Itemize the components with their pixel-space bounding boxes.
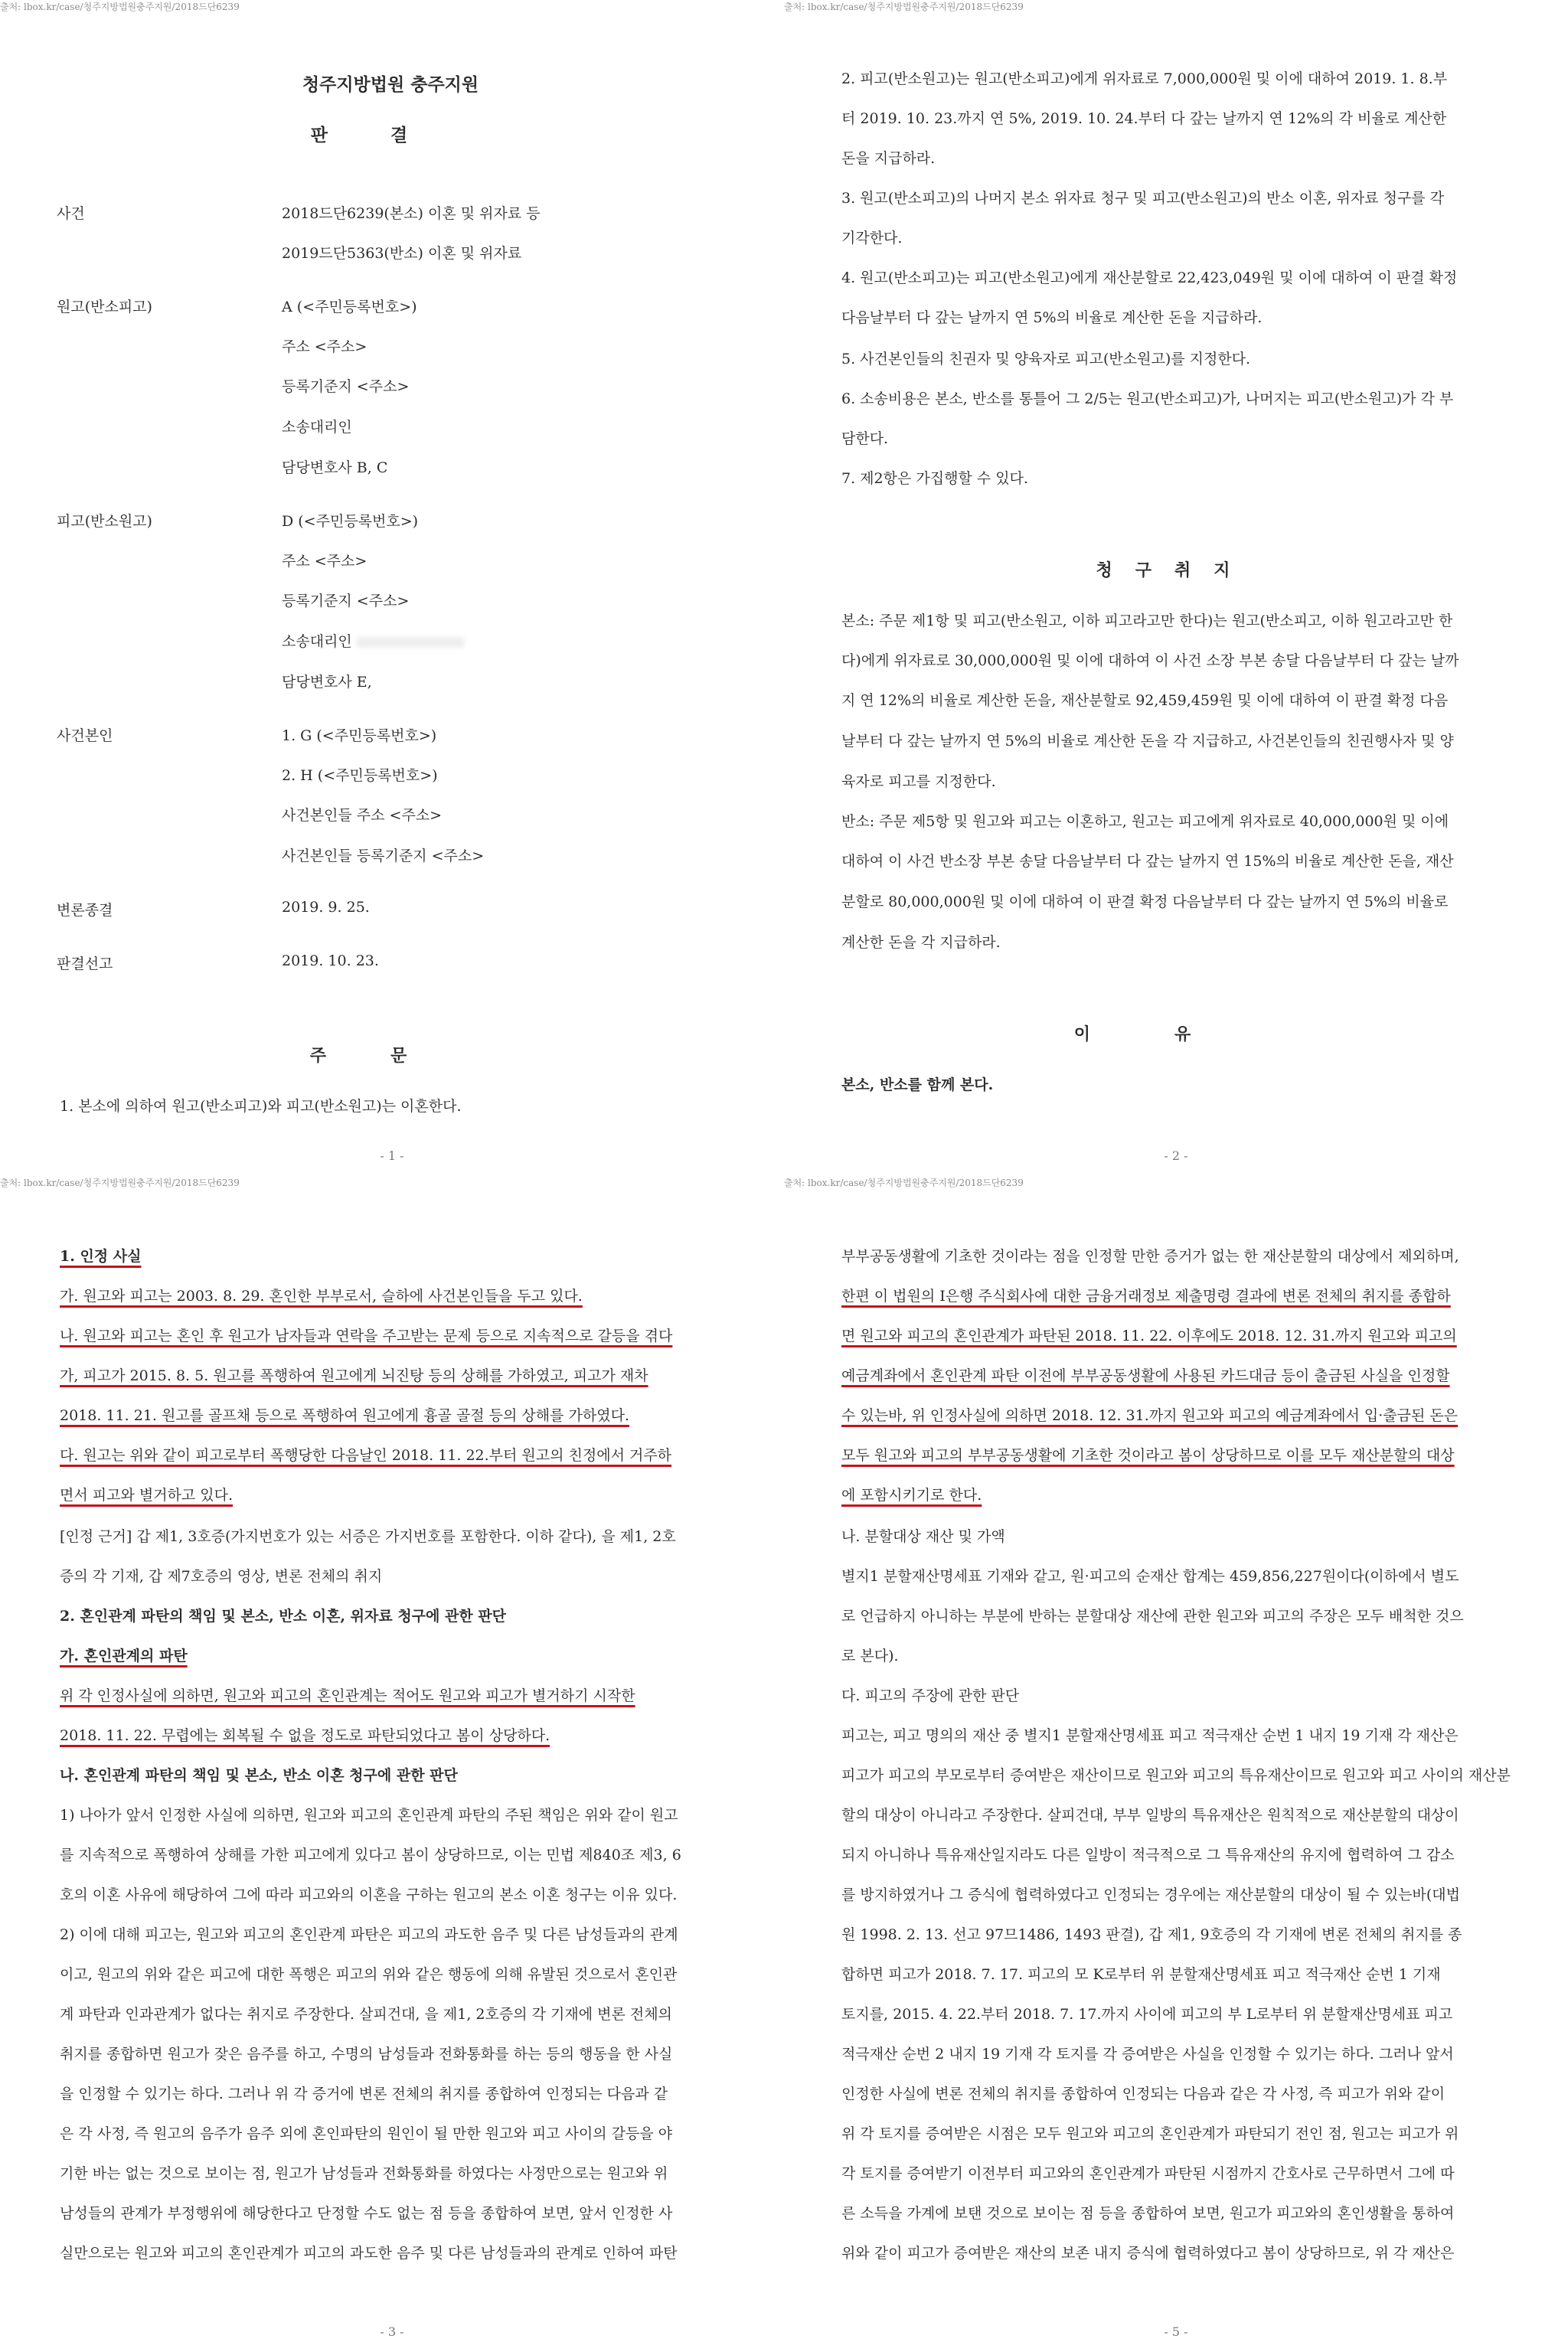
body-line: 가, 피고가 2015. 8. 5. 원고를 폭행하여 원고에게 뇌진탕 등의 상해를 가하였고, 피고가 재차 <box>60 1367 648 1384</box>
body-line: 적극재산 순번 2 내지 19 기재 각 토지를 각 증여받은 사실을 인정할 수 있기는 하다. 그러나 앞서 <box>841 2046 1454 2063</box>
source-label: 출처: lbox.kr/case/청주지방법원충주지원/2018드단6239 <box>0 2 240 12</box>
page-5 <box>784 1176 1568 2352</box>
body-line: 모두 원고와 피고의 부부공동생활에 기초한 것이라고 봄이 상당하므로 이를 모두 재산분할의 대상 <box>841 1447 1455 1464</box>
reason-heading: 이유 <box>1073 1024 1276 1044</box>
body-line: 피고가 피고의 부모로부터 증여받은 재산이므로 원고와 피고의 특유재산이므로 원고와 피고 사이의 재산분 <box>841 1767 1511 1784</box>
body-line: 증의 각 기재, 갑 제7호증의 영상, 변론 전체의 취지 <box>60 1568 383 1585</box>
persons-registry: 사건본인들 등록기준지 <주소> <box>282 848 485 864</box>
body-line: 각 토지를 증여받기 이전부터 피고와의 혼인관계가 파탄된 시점까지 간호사로 근무하면서 그에 따 <box>841 2165 1455 2182</box>
order-line: 돈을 지급하라. <box>841 150 936 167</box>
body-line: 계 파탄과 인과관계가 없다는 취지로 주장한다. 살피건대, 을 제1, 2호증의 각 기재에 변론 전체의 <box>60 2006 672 2023</box>
plaintiff-name: A (<주민등록번호>) <box>282 299 417 315</box>
label-defendant: 피고(반소원고) <box>57 513 152 530</box>
body-line: 별지1 분할재산명세표 기재와 같고, 원·피고의 순재산 합계는 459,856,227원이다(이하에서 별도 <box>841 1568 1459 1585</box>
defendant-registry: 등록기준지 <주소> <box>282 593 410 609</box>
body-line: 2018. 11. 22. 무렵에는 회복될 수 없을 정도로 파탄되었다고 봄이 상당하다. <box>60 1727 550 1744</box>
body-line: 를 방지하였거나 그 증식에 협력하였다고 인정되는 경우에는 재산분할의 대상이 될 수 있는바(대법 <box>841 1886 1461 1903</box>
redacted-mark <box>357 637 464 648</box>
source-label: 출처: lbox.kr/case/청주지방법원충주지원/2018드단6239 <box>784 2 1024 12</box>
body-line: 위 각 토지를 증여받은 시점은 모두 원고와 피고의 혼인관계가 파탄되기 전인 점, 원고는 피고가 위 <box>841 2125 1459 2142</box>
claim-line: 육자로 피고를 지정한다. <box>841 773 996 790</box>
person-1: 1. G (<주민등록번호>) <box>282 727 437 744</box>
body-line: 가. 원고와 피고는 2003. 8. 29. 혼인한 부부로서, 슬하에 사건본인들을 두고 있다. <box>60 1288 583 1305</box>
case-number-main: 2018드단6239(본소) 이혼 및 위자료 등 <box>282 205 541 222</box>
plaintiff-lawyers: 담당변호사 B, C <box>282 459 388 476</box>
order-line: 5. 사건본인들의 친권자 및 양육자로 피고(반소원고)를 지정한다. <box>841 351 1251 368</box>
defendant-address: 주소 <주소> <box>282 553 368 570</box>
body-line: 원 1998. 2. 13. 선고 97므1486, 1493 판결), 갑 제1, 9호증의 각 기재에 변론 전체의 취지를 종 <box>841 1926 1462 1943</box>
body-line: 위 각 인정사실에 의하면, 원고와 피고의 혼인관계는 적어도 원고와 피고가 별거하기 시작한 <box>60 1687 635 1704</box>
section-heading: 1. 인정 사실 <box>60 1248 142 1265</box>
claim-line: 반소: 주문 제5항 및 원고와 피고는 이혼하고, 원고는 피고에게 위자료로 40,000,000원 및 이에 <box>841 813 1449 830</box>
body-line: 토지를, 2015. 4. 22.부터 2018. 7. 17.까지 사이에 피고의 부 L로부터 위 분할재산명세표 피고 <box>841 2006 1453 2023</box>
judgment-title: 판결 <box>310 125 471 145</box>
body-line: 부부공동생활에 기초한 것이라는 점을 인정할 만한 증거가 없는 한 재산분할의 대상에서 제외하며, <box>841 1248 1459 1265</box>
body-line: 수 있는바, 위 인정사실에 의하면 2018. 12. 31.까지 원고와 피고의 예금계좌에서 입·출금된 돈은 <box>841 1407 1459 1424</box>
persons-address: 사건본인들 주소 <주소> <box>282 807 443 824</box>
subsection-heading: 나. 혼인관계 파탄의 책임 및 본소, 반소 이혼 청구에 관한 판단 <box>60 1767 458 1784</box>
body-line: 예금계좌에서 혼인관계 파탄 이전에 부부공동생활에 사용된 카드대금 등이 출금된 사실을 인정할 <box>841 1367 1450 1384</box>
order-line: 6. 소송비용은 본소, 반소를 통틀어 그 2/5는 원고(반소피고)가, 나머지는 피고(반소원고)가 각 부 <box>841 390 1454 407</box>
body-line: 을 인정할 수 있기는 하다. 그러나 위 각 증거에 변론 전체의 취지를 종합하여 인정되는 다음과 같 <box>60 2086 668 2102</box>
claim-line: 분할로 80,000,000원 및 이에 대하여 이 판결 확정 다음날부터 다 갚는 날까지 연 5%의 비율로 <box>841 893 1449 910</box>
body-line: 남성들의 관계가 부정행위에 해당한다고 단정할 수도 없는 점 등을 종합하여 보면, 앞서 인정한 사 <box>60 2205 673 2222</box>
body-line: 피고는, 피고 명의의 재산 중 별지1 분할재산명세표 피고 적극재산 순번 1 내지 19 기재 각 재산은 <box>841 1727 1459 1744</box>
subsection-heading: 가. 혼인관계의 파탄 <box>60 1648 188 1664</box>
order-line: 담한다. <box>841 430 889 447</box>
plaintiff-attorney: 소송대리인 <box>282 419 352 436</box>
hearing-close-date: 2019. 9. 25. <box>282 899 370 916</box>
source-label: 출처: lbox.kr/case/청주지방법원충주지원/2018드단6239 <box>0 1178 240 1188</box>
label-sentencing: 판결선고 <box>57 956 113 972</box>
body-line: 나. 원고와 피고는 혼인 후 원고가 남자들과 연락을 주고받는 문제 등으로 지속적으로 갈등을 겪다 <box>60 1328 673 1344</box>
order-heading: 주문 <box>309 1046 472 1066</box>
sentencing-date: 2019. 10. 23. <box>282 952 379 969</box>
claim-heading: 청구취지 <box>1096 560 1253 580</box>
order-line: 7. 제2항은 가집행할 수 있다. <box>841 470 1028 487</box>
label-case: 사건 <box>57 205 85 222</box>
subsection-heading: 나. 분할대상 재산 및 가액 <box>841 1528 1005 1545</box>
body-line: 이고, 원고의 위와 같은 피고에 대한 폭행은 피고의 위와 같은 행동에 의해 유발된 것으로서 혼인관 <box>60 1966 678 1983</box>
body-line: 되지 아니하나 특유재산일지라도 다른 일방이 적극적으로 그 특유재산의 유지에 협력하여 그 감소 <box>841 1847 1455 1864</box>
label-hearing-close: 변론종결 <box>57 902 113 919</box>
order-line: 다음날부터 다 갚는 날까지 연 5%의 비율로 계산한 돈을 지급하라. <box>841 309 1263 326</box>
body-line: 를 지속적으로 폭행하여 상해를 가한 피고에게 있다고 봄이 상당하므로, 이는 민법 제840조 제3, 6 <box>60 1847 681 1864</box>
label-plaintiff: 원고(반소피고) <box>57 299 152 315</box>
court-name: 청주지방법원 충주지원 <box>302 74 479 95</box>
page-number: - 2 - <box>1164 1148 1188 1163</box>
person-2: 2. H (<주민등록번호>) <box>282 767 438 784</box>
body-line: 할의 대상이 아니라고 주장한다. 살피건대, 부부 일방의 특유재산은 원칙적으로 재산분할의 대상이 <box>841 1807 1459 1824</box>
order-line: 4. 원고(반소피고)는 피고(반소원고)에게 재산분할로 22,423,049원 및 이에 대하여 이 판결 확정 <box>841 270 1458 286</box>
page-number: - 5 - <box>1164 2324 1188 2339</box>
body-line: [인정 근거] 갑 제1, 3호증(가지번호가 있는 서증은 가지번호를 포함한다. 이하 같다), 을 제1, 2호 <box>60 1528 676 1545</box>
plaintiff-registry: 등록기준지 <주소> <box>282 378 410 395</box>
body-line: 로 언급하지 아니하는 부분에 반하는 분할대상 재산에 관한 원고와 피고의 주장은 모두 배척한 것으 <box>841 1608 1464 1625</box>
page-number: - 3 - <box>380 2324 404 2339</box>
source-label: 출처: lbox.kr/case/청주지방법원충주지원/2018드단6239 <box>784 1178 1024 1188</box>
page-2 <box>784 0 1568 1176</box>
order-line: 기각한다. <box>841 230 903 247</box>
body-line: 른 소득을 가계에 보탠 것으로 보이는 점 등을 종합하여 보면, 원고가 피고와의 혼인생활을 통하여 <box>841 2205 1455 2222</box>
reason-subheading: 본소, 반소를 함께 본다. <box>841 1076 994 1093</box>
claim-line: 지 연 12%의 비율로 계산한 돈을, 재산분할로 92,459,459원 및 이에 대하여 이 판결 확정 다음 <box>841 692 1449 709</box>
body-line: 호의 이혼 사유에 해당하여 그에 따라 피고와의 이혼을 구하는 원고의 본소 이혼 청구는 이유 있다. <box>60 1886 678 1903</box>
page-number: - 1 - <box>380 1148 404 1163</box>
claim-line: 대하여 이 사건 반소장 부본 송달 다음날부터 다 갚는 날까지 연 15%의 비율로 계산한 돈을, 재산 <box>841 853 1454 870</box>
body-line: 위와 같이 피고가 증여받은 재산의 보존 내지 증식에 협력하였다고 봄이 상당하므로, 위 각 재산은 <box>841 2245 1455 2262</box>
defendant-lawyers: 담당변호사 E, <box>282 674 372 691</box>
case-number-counter: 2019드단5363(반소) 이혼 및 위자료 <box>282 245 522 262</box>
claim-line: 계산한 돈을 각 지급하라. <box>841 934 1001 951</box>
body-line: 2) 이에 대해 피고는, 원고와 피고의 혼인관계 파탄은 피고의 과도한 음주 및 다른 남성들과의 관계 <box>60 1926 678 1943</box>
body-line: 취지를 종합하면 원고가 잦은 음주를 하고, 수명의 남성들과 전화통화를 하는 등의 행동을 한 사실 <box>60 2046 673 2063</box>
body-line: 2018. 11. 21. 원고를 골프채 등으로 폭행하여 원고에게 흉골 골절 등의 상해를 가하였다. <box>60 1407 629 1424</box>
body-line: 다. 원고는 위와 같이 피고로부터 폭행당한 다음날인 2018. 11. 22.부터 원고의 친정에서 거주하 <box>60 1447 672 1464</box>
defendant-attorney: 소송대리인 <box>282 630 464 651</box>
label-persons: 사건본인 <box>57 727 113 744</box>
order-line: 3. 원고(반소피고)의 나머지 본소 위자료 청구 및 피고(반소원고)의 반소 이혼, 위자료 청구를 각 <box>841 190 1445 207</box>
plaintiff-address: 주소 <주소> <box>282 338 368 355</box>
body-line: 에 포함시키기로 한다. <box>841 1487 982 1504</box>
body-line: 기한 바는 없는 것으로 보이는 점, 원고가 남성들과 전화통화를 하였다는 사정만으로는 원고와 위 <box>60 2165 668 2182</box>
order-line: 2. 피고(반소원고)는 원고(반소피고)에게 위자료로 7,000,000원 및 이에 대하여 2019. 1. 8.부 <box>841 70 1448 87</box>
body-line: 1) 나아가 앞서 인정한 사실에 의하면, 원고와 피고의 혼인관계 파탄의 주된 책임은 위와 같이 원고 <box>60 1807 678 1824</box>
claim-line: 날부터 다 갚는 날까지 연 5%의 비율로 계산한 돈을 각 지급하고, 사건본인들의 친권행사자 및 양 <box>841 733 1454 750</box>
order-line-1: 1. 본소에 의하여 원고(반소피고)와 피고(반소원고)는 이혼한다. <box>60 1098 462 1115</box>
claim-line: 다)에게 위자료로 30,000,000원 및 이에 대하여 이 사건 소장 부본 송달 다음날부터 다 갚는 날까 <box>841 652 1459 669</box>
section-heading: 2. 혼인관계 파탄의 책임 및 본소, 반소 이혼, 위자료 청구에 관한 판단 <box>60 1608 507 1625</box>
body-line: 합하면 피고가 2018. 7. 17. 피고의 모 K로부터 위 분할재산명세표 피고 적극재산 순번 1 기재 <box>841 1966 1441 1983</box>
body-line: 면 원고와 피고의 혼인관계가 파탄된 2018. 11. 22. 이후에도 2018. 12. 31.까지 원고와 피고의 <box>841 1328 1457 1344</box>
page-1 <box>0 0 784 1176</box>
body-line: 로 본다). <box>841 1648 899 1664</box>
subsection-heading: 다. 피고의 주장에 관한 판단 <box>841 1687 1020 1704</box>
defendant-name: D (<주민등록번호>) <box>282 513 419 530</box>
body-line: 면서 피고와 별거하고 있다. <box>60 1487 234 1504</box>
body-line: 은 각 사정, 즉 원고의 음주가 음주 외에 혼인파탄의 원인이 될 만한 원고와 피고 사이의 갈등을 야 <box>60 2125 673 2142</box>
claim-line: 본소: 주문 제1항 및 피고(반소원고, 이하 피고라고만 한다)는 원고(반소피고, 이하 원고라고만 한 <box>841 612 1453 629</box>
body-line: 실만으로는 원고와 피고의 혼인관계가 피고의 과도한 음주 및 다른 남성들과의 관계로 인하여 파탄 <box>60 2245 678 2262</box>
order-line: 터 2019. 10. 23.까지 연 5%, 2019. 10. 24.부터 다 갚는 날까지 연 12%의 각 비율로 계산한 <box>841 110 1447 127</box>
body-line: 인정한 사실에 변론 전체의 취지를 종합하여 인정되는 다음과 같은 각 사정, 즉 피고가 위와 같이 <box>841 2086 1446 2102</box>
body-line: 한편 이 법원의 I은행 주식회사에 대한 금융거래정보 제출명령 결과에 변론 전체의 취지를 종합하 <box>841 1288 1451 1305</box>
page-3 <box>0 1176 784 2352</box>
